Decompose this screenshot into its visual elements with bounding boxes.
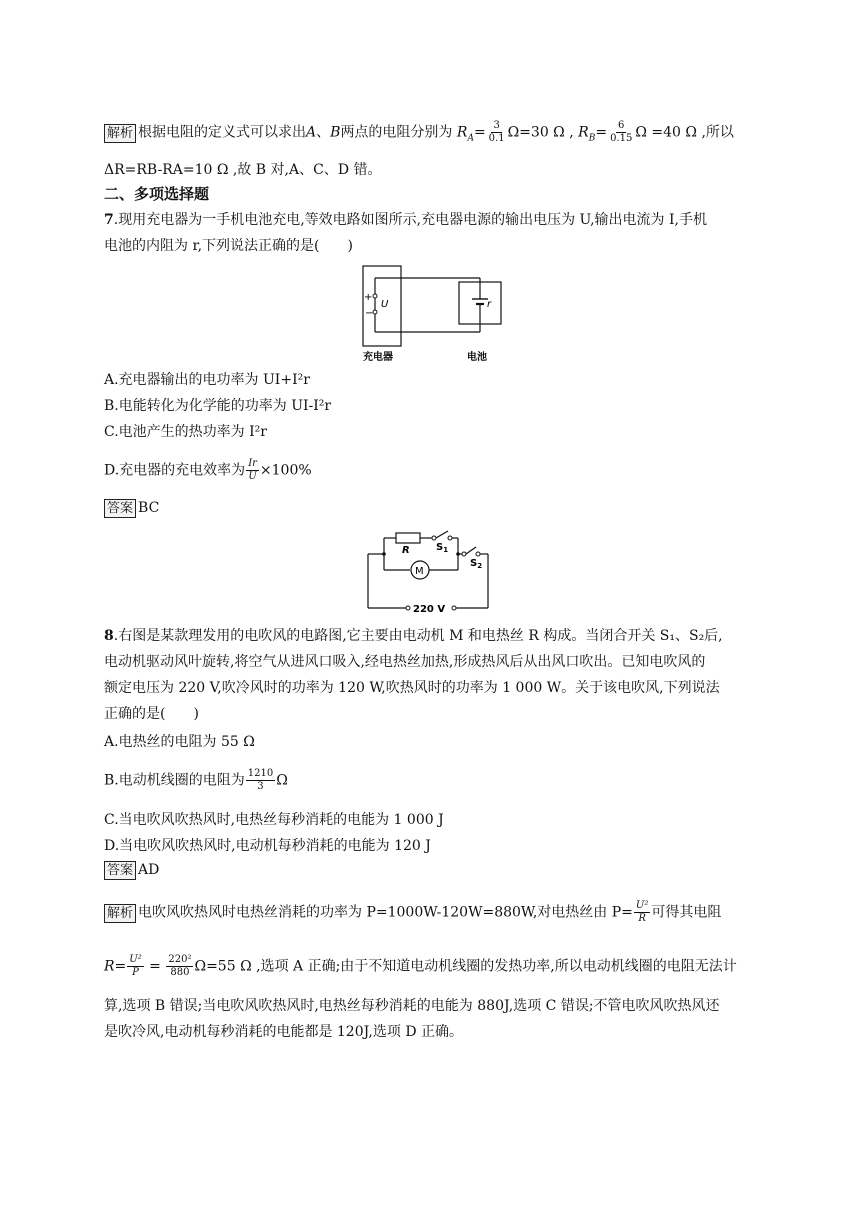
s2-contact-a [462,552,466,556]
terminal-minus [373,310,377,314]
supply-terminal-right [452,606,456,610]
answer-tag: 答案 [104,861,136,880]
q8-option-b [104,768,764,793]
s2-contact-b [476,552,480,556]
q7-stem-line2: 电池的内阻为 r,下列说法正确的是( ) [104,238,353,254]
text: Ω [276,772,288,789]
s2-label [470,558,482,570]
q8-number: 8 [104,628,114,644]
text: 、 [316,124,331,141]
q8-option-d: D.当电吹风吹热风时,电动机每秒消耗的电能为 120 J [104,838,431,854]
q8-stem-line3: 额定电压为 220 V,吹冷风时的功率为 120 W,吹热风时的功率为 1 000 W。关于该电吹风,下列说法 [104,680,720,696]
q7-option-c: C.电池产生的热功率为 I²r [104,424,267,440]
answer-value: AD [138,862,160,878]
label-charger: 充电器 [363,352,393,363]
text: 可得其电阻 [651,904,722,921]
q8-stem-line1 [104,626,764,646]
q7-option-b: B.电能转化为化学能的功率为 UI-I²r [104,398,332,414]
coil-resistance-fraction [246,768,275,793]
s2-blade [466,547,476,554]
text: ×100% [259,462,312,479]
text: 根据电阻的定义式可以求出 [138,124,307,141]
q8-option-c: C.当电吹风吹热风时,电热丝每秒消耗的电能为 1 000 J [104,812,444,828]
q7-number: 7 [104,212,114,228]
terminal-plus [373,294,377,298]
s1-blade [436,531,448,538]
point-a: A [306,124,317,141]
rb-denominator: 0.15 [610,133,633,144]
q7-option-a: A.充电器输出的电功率为 UI+I²r [104,372,310,388]
rb-numerator: 6 [618,120,625,131]
ra-sub: A [467,133,474,144]
efficiency-denominator: U [248,471,257,482]
s1-contact-a [432,536,436,540]
s2-subscript: 2 [477,562,483,570]
q8-option-a: A.电热丝的电阻为 55 Ω [104,734,255,750]
s1-subscript: 1 [443,546,449,554]
r2-numerator: 220² [168,954,192,965]
q7-circuit-figure [355,262,505,366]
q8-analysis-line2 [104,954,764,979]
text: D.充电器的充电效率为 [104,462,246,479]
rb-sub: B [588,133,596,144]
text: Ω=55 Ω ,选项 A 正确;由于不知道电动机线圈的发热功率,所以电动机线圈的电阻无法计 [194,958,737,975]
q8-hairdryer-circuit [362,526,496,616]
q8-stem-line2: 电动机驱动风叶旋转,将空气从进风口吸入,经电热丝加热,形成热风后从出风口吹出。已知电吹风的 [104,654,706,670]
eq: = [473,124,486,141]
r1-numerator: U² [129,954,142,965]
efficiency-fraction [246,458,259,483]
answer-value: BC [138,500,160,516]
power-numerator: U² [635,900,649,911]
text: B.电动机线圈的电阻为 [104,772,245,789]
efficiency-numerator: Ir [248,458,257,469]
resistor-r [396,533,420,543]
label-u: U [381,299,389,310]
q7-stem-line1 [104,210,764,230]
q8-answer [104,860,764,880]
r-fraction-2 [166,954,193,979]
rb-symbol: R [578,124,589,141]
text: .现用充电器为一手机电池充电,等效电路如图所示,充电器电源的输出电压为 U,输出电流为 I,手机 [113,212,707,228]
q6-analysis-line1 [104,120,764,148]
s1-label [436,542,448,554]
q8-analysis-line4: 是吹冷风,电动机每秒消耗的电能都是 120J,选项 D 正确。 [104,1024,463,1040]
resistor-label: R [402,545,410,556]
section-heading: 二、多项选择题 [104,185,210,203]
answer-tag: 答案 [104,499,136,518]
label-battery: 电池 [467,352,487,363]
ra-denominator: 0.1 [488,133,505,144]
r2-denominator: 880 [170,967,190,978]
plus-sign: + [364,292,373,303]
minus-sign: − [365,308,374,319]
text: .右图是某款理发用的电吹风的电路图,它主要由电动机 M 和电热丝 R 构成。当闭合开关 S₁、S₂后, [113,628,723,644]
analysis-tag: 解析 [104,904,136,923]
text: R= [104,958,127,975]
q7-answer [104,498,764,518]
text: = [144,958,166,975]
power-fraction [634,900,650,925]
ra-fraction [487,120,507,145]
coil-denominator: 3 [257,781,264,792]
text: 两点的电阻分别为 [340,124,453,141]
q7-option-d [104,458,764,483]
ra-result: Ω=30 Ω , [507,124,574,141]
supply-terminal-left [406,606,410,610]
q8-analysis-line3: 算,选项 B 错误;当电吹风吹热风时,电热丝每秒消耗的电能为 880J,选项 C 错误;不管电吹风吹热风还 [104,998,720,1014]
q8-stem-line4: 正确的是( ) [104,706,199,722]
eq: = [595,124,608,141]
rb-result: Ω =40 Ω ,所以 [635,124,734,141]
s1-contact-b [448,536,452,540]
s1-letter: S [436,542,444,553]
r1-denominator: P [132,967,139,978]
rb-fraction [608,120,634,145]
q6-analysis-line2: ΔR=RB-RA=10 Ω ,故 B 对,A、C、D 错。 [104,162,382,178]
motor-label: M [415,566,424,577]
ra-numerator: 3 [493,120,500,131]
analysis-tag: 解析 [104,124,136,143]
power-denominator: R [638,913,646,924]
coil-numerator: 1210 [247,768,274,779]
label-r: r [487,299,492,310]
r-fraction-1 [127,954,143,979]
ra-symbol: R [456,124,468,141]
supply-voltage: 220 V [413,604,446,615]
text: 电吹风吹热风时电热丝消耗的功率为 P=1000W-120W=880W,对电热丝由 P= [138,904,633,921]
q8-analysis-line1 [104,900,764,925]
point-b: B [330,124,341,141]
s2-letter: S [470,558,478,569]
